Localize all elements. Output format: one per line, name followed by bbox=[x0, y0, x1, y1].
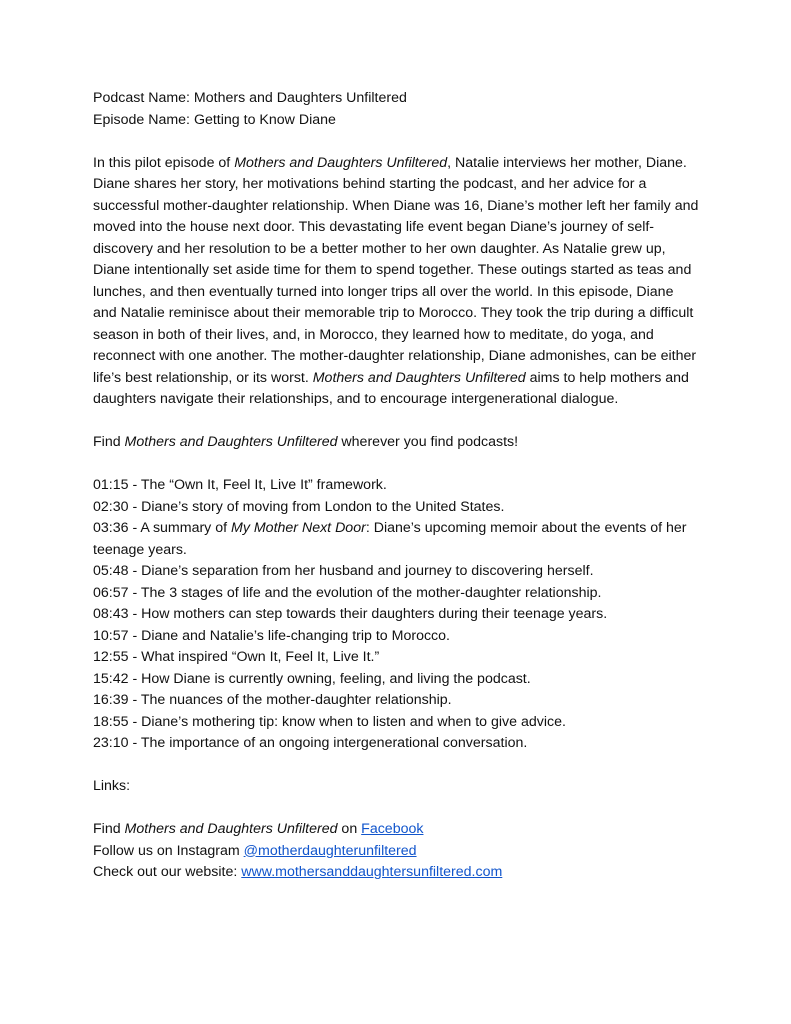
links-list bbox=[93, 819, 699, 884]
text-run: 18:55 - Diane’s mothering tip: know when to listen and when to give advice. bbox=[93, 713, 566, 730]
text-run: Follow us on Instagram bbox=[93, 842, 244, 859]
italic-text: My Mother Next Door bbox=[231, 520, 366, 536]
text-run: on bbox=[337, 821, 362, 837]
timestamps-list bbox=[93, 475, 699, 755]
timestamp-entry bbox=[93, 647, 699, 669]
italic-text: Mothers and Daughters Unfiltered bbox=[124, 434, 338, 450]
text-run: In this pilot episode of bbox=[93, 154, 235, 171]
text-run: aims to help mothers and daughters navigate their relationships, and to encourage intergenerational dialogue. bbox=[93, 369, 689, 407]
text-run: wherever you find podcasts! bbox=[337, 434, 519, 450]
text-run: Find bbox=[93, 434, 125, 450]
find-podcast-line bbox=[93, 432, 699, 454]
text-run: 15:42 - How Diane is currently owning, feeling, and living the podcast. bbox=[93, 670, 531, 687]
text-run: 03:36 - A summary of bbox=[93, 520, 231, 536]
timestamp-entry bbox=[93, 518, 699, 561]
timestamp-entry bbox=[93, 669, 699, 691]
timestamp-entry bbox=[93, 712, 699, 734]
text-run: , Natalie interviews her mother, Diane. Diane shares her story, her motivations behind starting the podcast, and her advice for a successful mother-daughter relationship. When Diane was 16, Diane’s mother left her family and moved into the house next door. This devastating life event began Diane’s journey of self-discovery and her resolution to be a better mother to her own daughter. As Natalie grew up, Diane intentionally set aside time for them to spend together. These outings started as teas and lunches, and then eventually turned into longer trips all over the world. In this episode, Diane and Natalie reminisce about their memorable trip to Morocco. They took the trip during a difficult season in both of their lives, and, in Morocco, they learned how to meditate, do yoga, and reconnect with one another. The mother-daughter relationship, Diane admonishes, can be either life’s best relationship, or its worst. bbox=[93, 154, 699, 386]
text-run: 02:30 - Diane’s story of moving from London to the United States. bbox=[93, 498, 505, 515]
text-run: Find bbox=[93, 821, 125, 837]
text-run: Podcast Name: Mothers and Daughters Unfiltered bbox=[93, 90, 407, 106]
website-link[interactable]: www.mothersanddaughtersunfiltered.com bbox=[241, 864, 503, 880]
italic-text: Mothers and Daughters Unfiltered bbox=[312, 369, 526, 386]
text-run: Episode Name: Getting to Know Diane bbox=[93, 111, 336, 128]
text-run: 05:48 - Diane’s separation from her husband and journey to discovering herself. bbox=[93, 563, 594, 579]
italic-text: Mothers and Daughters Unfiltered bbox=[124, 821, 338, 837]
timestamp-entry bbox=[93, 604, 699, 626]
podcast-name-line bbox=[93, 88, 699, 110]
text-run: 16:39 - The nuances of the mother-daughter relationship. bbox=[93, 692, 452, 708]
timestamp-entry bbox=[93, 561, 699, 583]
instagram-line bbox=[93, 841, 699, 863]
text-run: 01:15 - The “Own It, Feel It, Live It” framework. bbox=[93, 477, 387, 493]
facebook-line bbox=[93, 819, 699, 841]
italic-text: Mothers and Daughters Unfiltered bbox=[234, 154, 448, 171]
timestamp-entry bbox=[93, 690, 699, 712]
text-run: 12:55 - What inspired “Own It, Feel It, Live It.” bbox=[93, 649, 380, 665]
website-line bbox=[93, 862, 699, 884]
text-run: 06:57 - The 3 stages of life and the evolution of the mother-daughter relationship. bbox=[93, 584, 602, 601]
text-run: : Diane’s upcoming memoir about the events of her teenage years. bbox=[93, 520, 687, 558]
facebook-link[interactable]: Facebook bbox=[361, 821, 424, 837]
episode-name-line bbox=[93, 110, 699, 132]
timestamp-entry bbox=[93, 626, 699, 648]
links-heading: Links: bbox=[93, 778, 131, 794]
timestamp-entry bbox=[93, 583, 699, 605]
timestamp-entry bbox=[93, 733, 699, 755]
text-run: Check out our website: bbox=[93, 864, 242, 880]
timestamp-entry bbox=[93, 475, 699, 497]
text-run: 08:43 - How mothers can step towards their daughters during their teenage years. bbox=[93, 606, 608, 622]
text-run: 10:57 - Diane and Natalie’s life-changing trip to Morocco. bbox=[93, 627, 450, 644]
episode-description bbox=[93, 153, 699, 411]
instagram-link[interactable]: @motherdaughterunfiltered bbox=[243, 842, 417, 859]
timestamp-entry bbox=[93, 497, 699, 519]
text-run: 23:10 - The importance of an ongoing intergenerational conversation. bbox=[93, 735, 528, 751]
